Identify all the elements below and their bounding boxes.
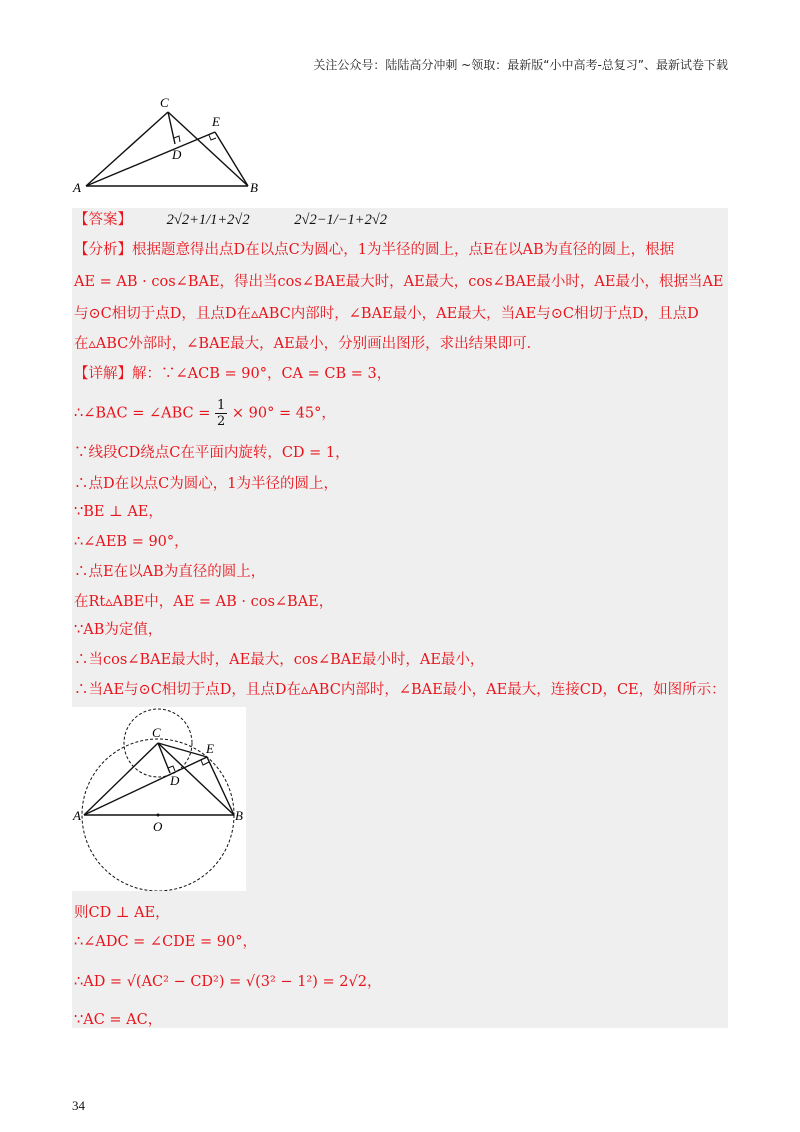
detail-line-7: ∴点E在以AB为直径的圆上，	[74, 564, 266, 580]
fig2-label-d: D	[170, 773, 180, 788]
detail-line-12: 则CD ⊥ AE，	[74, 905, 170, 921]
triangle-figure-1	[70, 92, 270, 202]
detail-line-5: ∵BE ⊥ AE，	[74, 504, 163, 520]
detail-line-13: ∴∠ADC = ∠CDE = 90°，	[74, 934, 257, 950]
circle-figure-2	[72, 707, 246, 891]
label-a: A	[73, 180, 81, 195]
analysis-line-3: 与⊙C相切于点D，且点D在▵ABC内部时，∠BAE最小，AE最大，当AE与⊙C相切于点D，且点D	[74, 306, 699, 322]
detail-line-3: ∵线段CD绕点C在平面内旋转，CD = 1，	[74, 445, 350, 461]
label-c: C	[160, 95, 169, 110]
detail-line-9: ∵AB为定值，	[74, 622, 163, 638]
fig2-label-c: C	[152, 725, 161, 740]
detail-line-2: ∴∠BAC = ∠ABC = $\frac{1}{2}$ × 90° = 45°，	[74, 398, 336, 429]
answer-2: 2√2−1/−1+2√2	[294, 212, 388, 228]
detail-tag: 【详解】	[74, 366, 132, 382]
fraction: $\frac{1}{2}$	[216, 398, 226, 429]
label-d: D	[172, 147, 182, 162]
detail-line-6: ∴∠AEB = 90°，	[74, 534, 189, 550]
detail-line-11: ∴当AE与⊙C相切于点D，且点D在▵ABC内部时，∠BAE最小，AE最大，连接CD，CE，如图所示：	[74, 682, 726, 698]
analysis-line-2: AE = AB · cos∠BAE，得出当cos∠BAE最大时，AE最大，cos∠BAE最小时，AE最小，根据当AE	[74, 274, 724, 290]
page-number: 34	[72, 1098, 85, 1113]
fig2-label-b: B	[235, 808, 243, 823]
analysis-line-1: 【分析】根据题意得出点D在以点C为圆心，1为半径的圆上，点E在以AB为直径的圆上，根据	[74, 242, 675, 258]
detail-line-8: 在Rt▵ABE中，AE = AB · cos∠BAE，	[74, 594, 334, 610]
detail-line-15: ∵AC = AC，	[74, 1012, 163, 1028]
page-header: 关注公众号：陆陆高分冲刺 ~领取：最新版“小中高考-总复习”、最新试卷下载	[313, 58, 728, 72]
analysis-tag: 【分析】	[74, 242, 132, 258]
label-e: E	[212, 114, 220, 129]
fig2-label-o: O	[153, 819, 163, 834]
answer-tag: 【答案】	[74, 212, 132, 228]
answer-1: 2√2+1/1+2√2	[166, 212, 250, 228]
detail-line-14: ∴AD = √(AC² − CD²) = √(3² − 1²) = 2√2，	[74, 974, 382, 990]
detail-line-10: ∴当cos∠BAE最大时，AE最大，cos∠BAE最小时，AE最小，	[74, 652, 485, 668]
analysis-line-4: 在▵ABC外部时，∠BAE最大，AE最小，分别画出图形，求出结果即可．	[74, 336, 542, 352]
answer-line	[74, 210, 387, 230]
detail-line-1: 【详解】解：∵∠ACB = 90°，CA = CB = 3，	[74, 366, 392, 382]
fig2-label-e: E	[206, 741, 214, 756]
detail-line-4: ∴点D在以点C为圆心，1为半径的圆上，	[74, 476, 338, 492]
fig2-label-a: A	[73, 808, 81, 823]
solution-panel	[72, 208, 728, 1028]
label-b: B	[250, 180, 258, 195]
